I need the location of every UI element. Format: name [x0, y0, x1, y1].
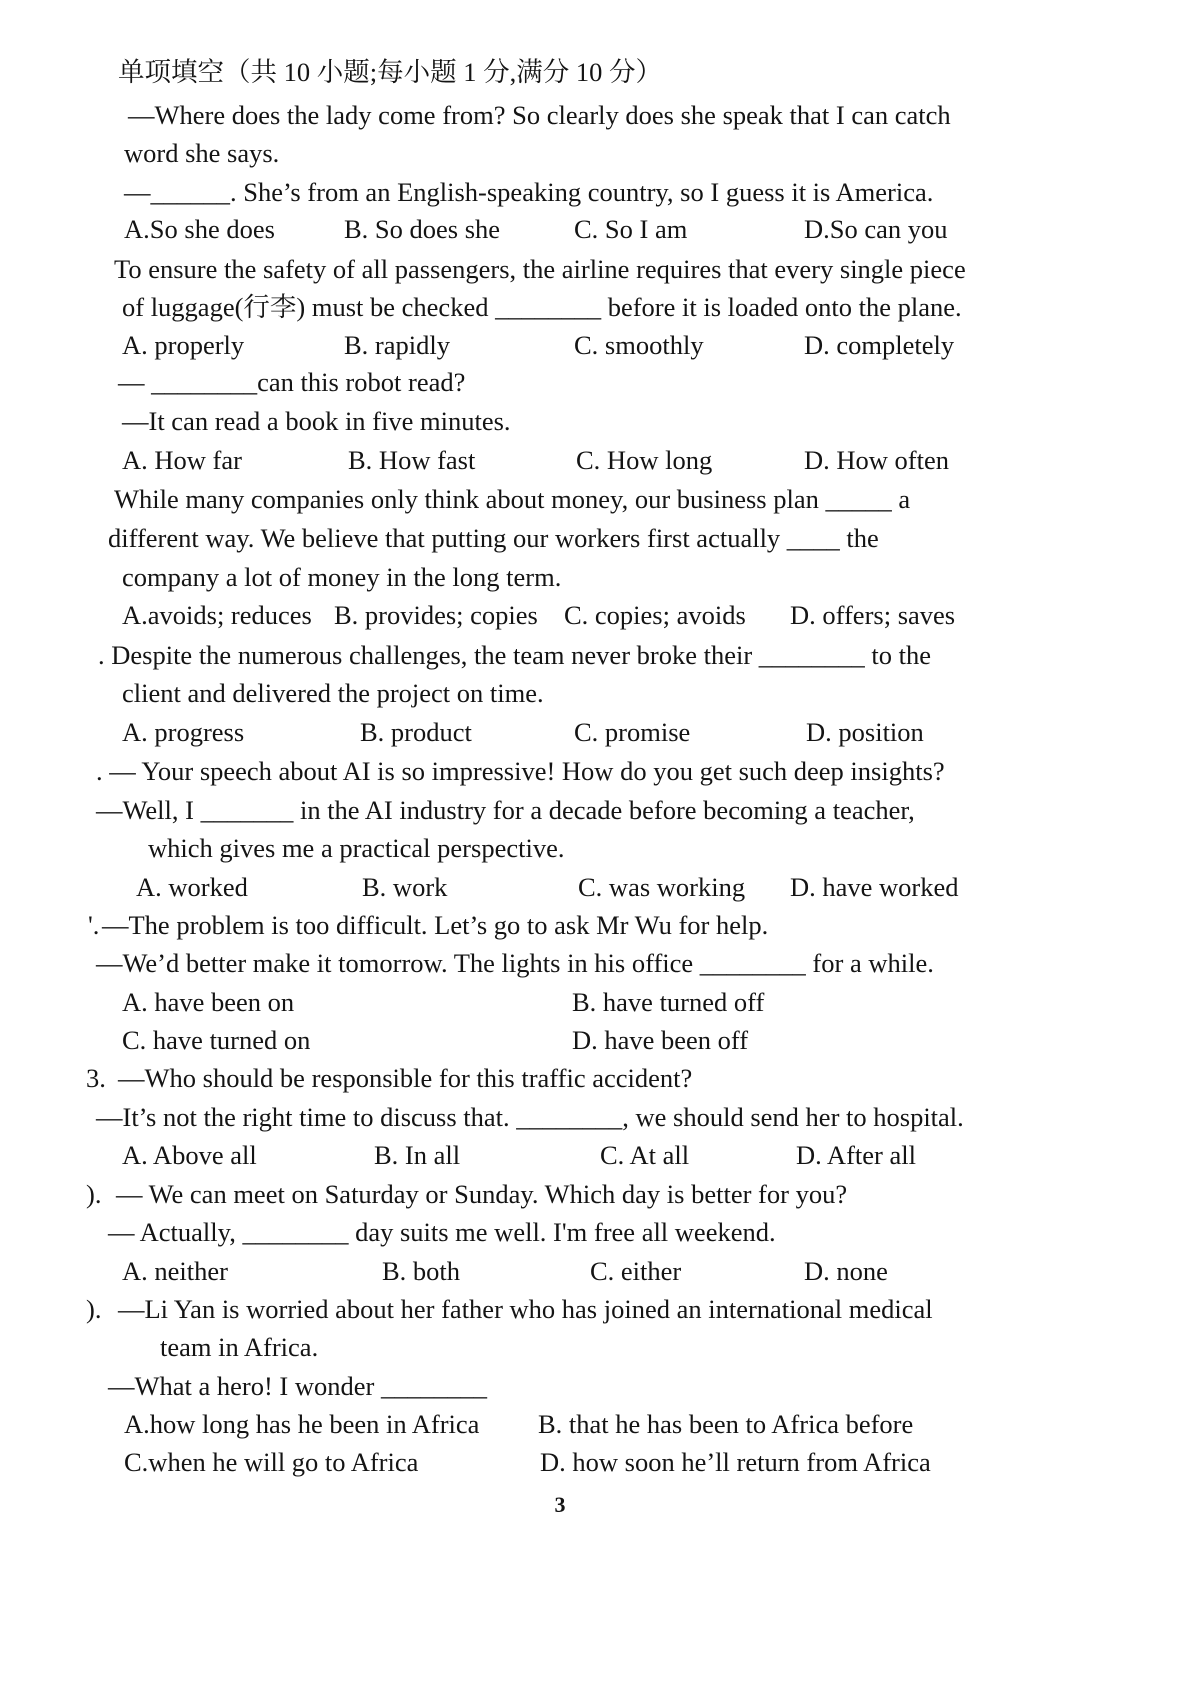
question-1-option-c[interactable]: C. So I am	[574, 214, 688, 244]
question-2-line-1: To ensure the safety of all passengers, the airline requires that every single piece	[114, 254, 966, 284]
question-3-option-c[interactable]: C. How long	[576, 445, 713, 475]
question-10-line-3: —What a hero! I wonder ________	[108, 1371, 487, 1401]
question-9-option-d[interactable]: D. none	[804, 1256, 888, 1286]
question-1-line-3: —______. She’s from an English-speaking country, so I guess it is America.	[124, 177, 934, 207]
question-5-option-a[interactable]: A. progress	[122, 717, 245, 747]
question-2-option-d[interactable]: D. completely	[804, 330, 955, 360]
section-header: 单项填空（共 10 小题;每小题 1 分,满分 10 分）	[118, 57, 662, 87]
question-2-option-c[interactable]: C. smoothly	[574, 330, 704, 360]
question-4-line-1: While many companies only think about money, our business plan _____ a	[114, 484, 911, 514]
question-6-line-2: —Well, I _______ in the AI industry for a decade before becoming a teacher,	[96, 795, 915, 825]
question-4-line-2: different way. We believe that putting our workers first actually ____ the	[108, 523, 879, 553]
question-5-option-b[interactable]: B. product	[360, 717, 472, 747]
margin-mark-10: ).	[86, 1294, 102, 1324]
question-8-option-a[interactable]: A. Above all	[122, 1140, 257, 1170]
margin-mark-9: ).	[86, 1179, 102, 1209]
question-3-line-1: — ________can this robot read?	[118, 367, 466, 397]
question-3-line-2: —It can read a book in five minutes.	[122, 406, 511, 436]
question-4-option-a[interactable]: A.avoids; reduces	[122, 600, 312, 630]
question-2-line-2: of luggage(行李) must be checked ________ before it is loaded onto the plane.	[122, 292, 962, 322]
question-1-line-1: —Where does the lady come from? So clearly does she speak that I can catch	[128, 100, 951, 130]
question-10-option-c[interactable]: C.when he will go to Africa	[124, 1447, 419, 1477]
question-7-option-d[interactable]: D. have been off	[572, 1025, 749, 1055]
question-9-option-a[interactable]: A. neither	[122, 1256, 228, 1286]
question-1-option-d[interactable]: D.So can you	[804, 214, 948, 244]
question-8-line-2: —It’s not the right time to discuss that. ________, we should send her to hospital.	[96, 1102, 964, 1132]
question-6-option-b[interactable]: B. work	[362, 872, 448, 902]
question-7-line-2: —We’d better make it tomorrow. The lights in his office ________ for a while.	[96, 948, 934, 978]
question-10-line-1: —Li Yan is worried about her father who has joined an international medical	[118, 1294, 933, 1324]
question-7-option-b[interactable]: B. have turned off	[572, 987, 765, 1017]
question-8-option-c[interactable]: C. At all	[600, 1140, 690, 1170]
question-9-option-c[interactable]: C. either	[590, 1256, 682, 1286]
question-9-line-1: — We can meet on Saturday or Sunday. Which day is better for you?	[116, 1179, 848, 1209]
question-5-option-d[interactable]: D. position	[806, 717, 924, 747]
question-10-option-d[interactable]: D. how soon he’ll return from Africa	[540, 1447, 931, 1477]
question-6-option-d[interactable]: D. have worked	[790, 872, 959, 902]
margin-mark-8: 3.	[86, 1063, 106, 1093]
question-6-line-1: . — Your speech about AI is so impressive! How do you get such deep insights?	[96, 756, 945, 786]
question-9-line-2: — Actually, ________ day suits me well. I'm free all weekend.	[108, 1217, 776, 1247]
question-1-line-2: word she says.	[124, 138, 280, 168]
question-1-option-a[interactable]: A.So she does	[124, 214, 275, 244]
question-3-option-a[interactable]: A. How far	[122, 445, 242, 475]
question-4-option-c[interactable]: C. copies; avoids	[564, 600, 746, 630]
question-6-option-c[interactable]: C. was working	[578, 872, 746, 902]
question-2-option-a[interactable]: A. properly	[122, 330, 245, 360]
question-2-option-b[interactable]: B. rapidly	[344, 330, 450, 360]
page-number: 3	[554, 1492, 566, 1517]
question-7-option-a[interactable]: A. have been on	[122, 987, 295, 1017]
question-4-line-3: company a lot of money in the long term.	[122, 562, 562, 592]
question-8-option-d[interactable]: D. After all	[796, 1140, 916, 1170]
question-10-option-b[interactable]: B. that he has been to Africa before	[538, 1409, 914, 1439]
question-10-line-2: team in Africa.	[160, 1332, 319, 1362]
question-4-option-b[interactable]: B. provides; copies	[334, 600, 538, 630]
question-4-option-d[interactable]: D. offers; saves	[790, 600, 956, 630]
question-10-option-a[interactable]: A.how long has he been in Africa	[124, 1409, 480, 1439]
question-3-option-b[interactable]: B. How fast	[348, 445, 476, 475]
question-3-option-d[interactable]: D. How often	[804, 445, 949, 475]
question-5-line-1: . Despite the numerous challenges, the team never broke their ________ to the	[98, 640, 932, 670]
question-1-option-b[interactable]: B. So does she	[344, 214, 501, 244]
question-6-option-a[interactable]: A. worked	[136, 872, 248, 902]
question-9-option-b[interactable]: B. both	[382, 1256, 461, 1286]
question-5-line-2: client and delivered the project on time.	[122, 678, 544, 708]
question-8-option-b[interactable]: B. In all	[374, 1140, 461, 1170]
question-8-line-1: —Who should be responsible for this traffic accident?	[118, 1063, 693, 1093]
question-6-line-3: which gives me a practical perspective.	[148, 833, 565, 863]
margin-mark-7: '.	[88, 910, 100, 940]
question-5-option-c[interactable]: C. promise	[574, 717, 691, 747]
question-7-line-1: —The problem is too difficult. Let’s go to ask Mr Wu for help.	[102, 910, 769, 940]
question-7-option-c[interactable]: C. have turned on	[122, 1025, 311, 1055]
